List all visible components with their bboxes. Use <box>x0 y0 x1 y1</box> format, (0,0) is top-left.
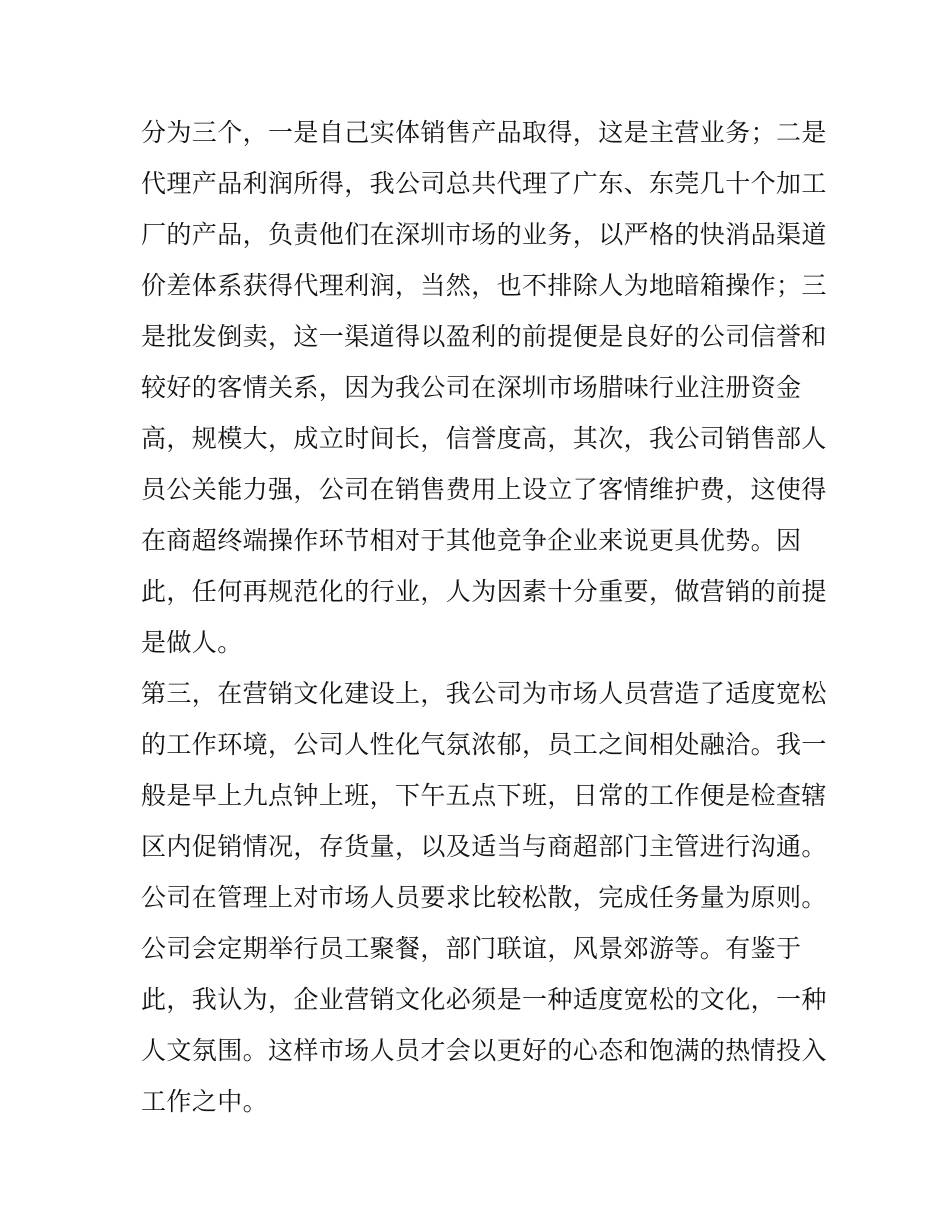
text-line: 此，我认为，企业营销文化必须是一种适度宽松的文化，一种 <box>141 985 827 1014</box>
text-line: 区内促销情况，存货量，以及适当与商超部门主管进行沟通。 <box>141 832 827 861</box>
text-line: 是批发倒卖，这一渠道得以盈利的前提便是良好的公司信誉和 <box>141 322 827 351</box>
text-line: 分为三个，一是自己实体销售产品取得，这是主营业务；二是 <box>141 118 827 147</box>
text-line: 是做人。 <box>141 628 243 657</box>
text-line: 般是早上九点钟上班，下午五点下班，日常的工作便是检查辖 <box>141 781 827 810</box>
text-line: 公司在管理上对市场人员要求比较松散，完成任务量为原则。 <box>141 883 827 912</box>
text-line: 代理产品利润所得，我公司总共代理了广东、东莞几十个加工 <box>141 169 827 198</box>
text-line: 高，规模大，成立时间长，信誉度高，其次，我公司销售部人 <box>141 424 827 453</box>
body-text <box>141 107 827 1127</box>
text-line: 公司会定期举行员工聚餐，部门联谊，风景郊游等。有鉴于 <box>141 934 802 963</box>
text-line: 价差体系获得代理利润，当然，也不排除人为地暗箱操作；三 <box>141 271 827 300</box>
text-line: 员公关能力强，公司在销售费用上设立了客情维护费，这使得 <box>141 475 827 504</box>
text-line: 厂的产品，负责他们在深圳市场的业务，以严格的快消品渠道 <box>141 220 827 249</box>
text-line: 较好的客情关系，因为我公司在深圳市场腊味行业注册资金 <box>141 373 802 402</box>
text-line: 第三，在营销文化建设上，我公司为市场人员营造了适度宽松 <box>141 679 827 708</box>
text-line: 此，任何再规范化的行业，人为因素十分重要，做营销的前提 <box>141 577 827 606</box>
text-line: 工作之中。 <box>141 1087 269 1116</box>
text-line: 在商超终端操作环节相对于其他竞争企业来说更具优势。因 <box>141 526 802 555</box>
text-line: 人文氛围。这样市场人员才会以更好的心态和饱满的热情投入 <box>141 1036 827 1065</box>
text-line: 的工作环境，公司人性化气氛浓郁，员工之间相处融洽。我一 <box>141 730 827 759</box>
